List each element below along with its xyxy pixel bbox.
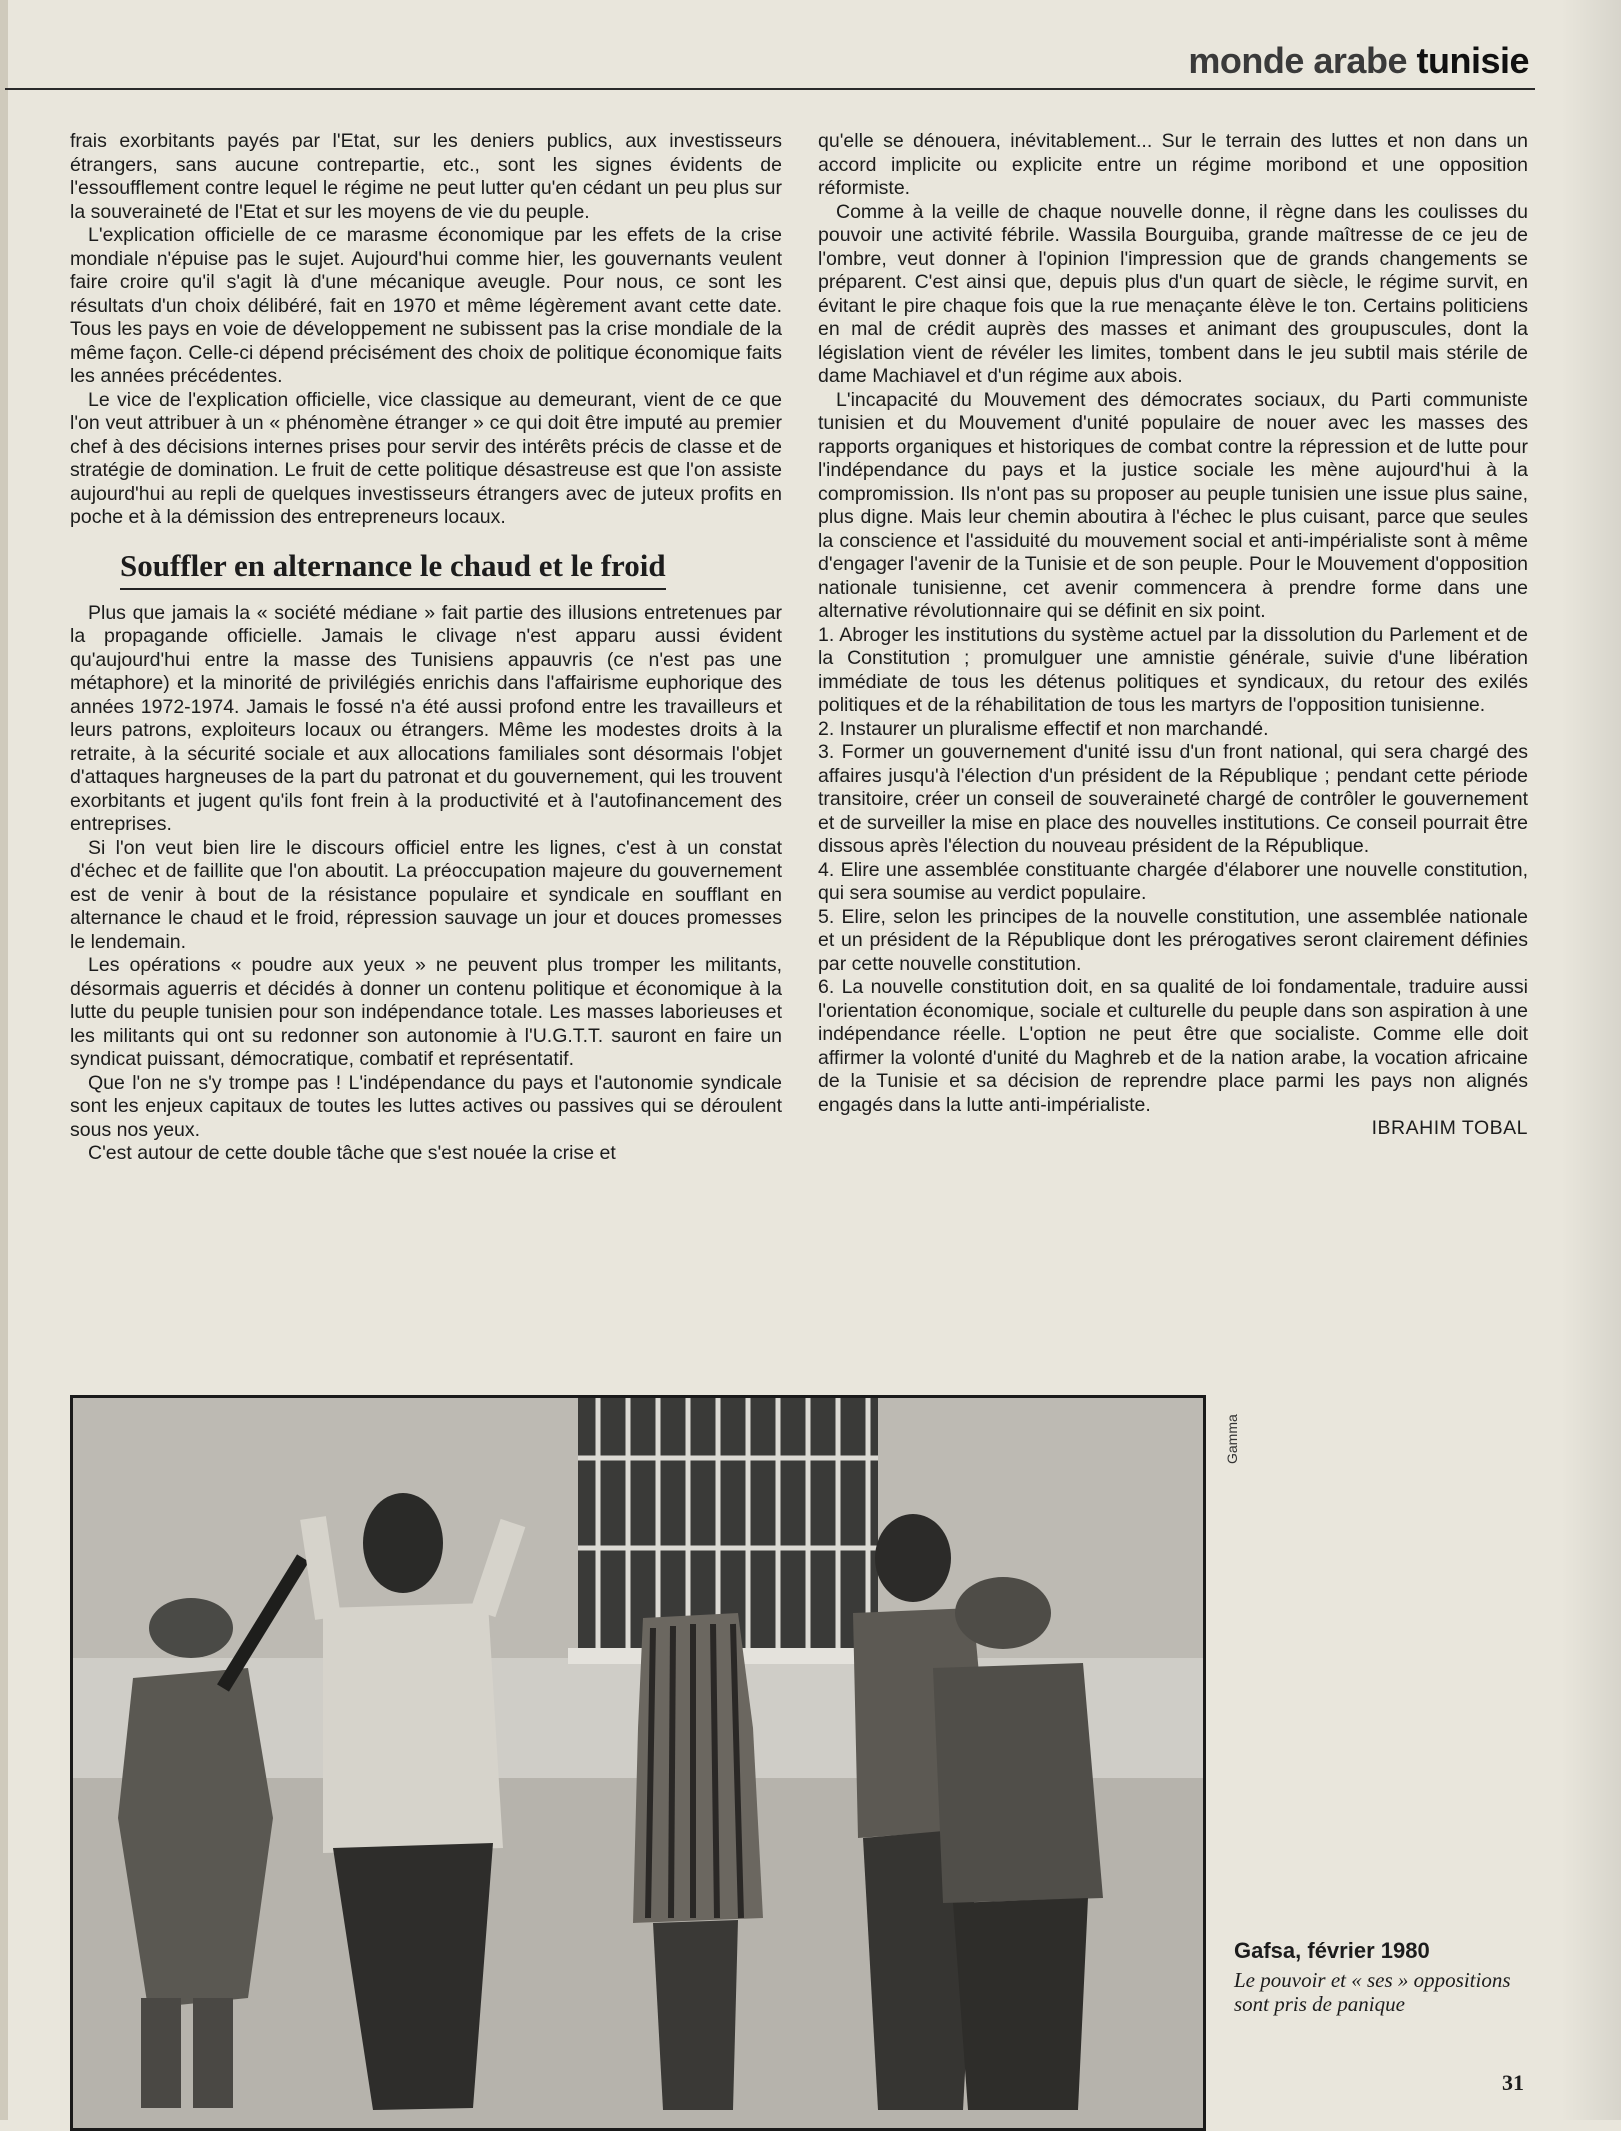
paragraph: Le vice de l'explication officielle, vice classique au demeurant, vient de ce que l'on veut attribuer à un « phénomène étranger » ce qui doit être imputé au premier chef à des décisions internes prises pour servir des intérêts précis de classe et de stratégie de domination. Le fruit de cette politique désastreuse est que l'on assiste aujourd'hui au repli de quelques investisseurs étrangers avec de juteux profits en poche et à la démission des entrepreneurs locaux. — [70, 388, 782, 528]
paragraph: Les opérations « poudre aux yeux » ne peuvent plus tromper les militants, désormais aguerris et décidés à donner un contenu politique et économique à la lutte du peuple tunisien pour son indépendance totale. Les masses laborieuses et les militants qui ont su redonner son autonomie à l'U.G.T.T. sauront en faire un syndicat puissant, démocratique, combatif et représentatif. — [70, 954, 782, 1070]
paragraph: qu'elle se dénouera, inévitablement... Sur le terrain des luttes et non dans un accord implicite ou explicite entre un régime moribond et une opposition réformiste. — [818, 130, 1528, 199]
program-point: 4. Elire une assemblée constituante chargée d'élaborer une nouvelle constitution, qui sera soumise au verdict populaire. — [818, 858, 1528, 904]
paragraph: frais exorbitants payés par l'Etat, sur les deniers publics, aux investisseurs étrangers, sans aucune contrepartie, etc., sont les signes évidents de l'essoufflement contre lequel le régime ne peut lutter qu'en cédant un peu plus sur la souveraineté de l'Etat et sur les moyens de vie du peuple. — [70, 130, 782, 223]
news-photograph — [70, 1395, 1206, 2131]
program-point: 3. Former un gouvernement d'unité issu d'un front national, qui sera chargé des affaires jusqu'à l'élection d'un président de la République ; pendant cette période transitoire, créer un conseil de souveraineté chargé de contrôler le gouvernement et de surveiller la mise en place des nouvelles institutions. Ce conseil pourrait être dissous après l'élection du nouveau président de la République. — [818, 741, 1528, 857]
section-label — [1188, 40, 1529, 82]
program-point: 1. Abroger les institutions du système actuel par la dissolution du Parlement et de la Constitution ; promulguer une amnistie générale, suivie d'une libération immédiate de tous les détenus politiques et syndicaux, du retour des exilés politiques et de la réhabilitation de tous les martyrs de l'opposition tunisienne. — [818, 623, 1528, 716]
caption-text: Le pouvoir et « ses » oppositions sont pris de panique — [1234, 1968, 1511, 2016]
right-column — [818, 130, 1528, 1141]
photo-credit: Gamma — [1224, 1414, 1240, 1464]
author-signature: IBRAHIM TOBAL — [1371, 1117, 1528, 1139]
program-point: 2. Instaurer un pluralisme effectif et non marchandé. — [818, 717, 1269, 740]
paragraph: Plus que jamais la « société médiane » fait partie des illusions entretenues par la propagande officielle. Jamais le clivage n'est apparu aussi évident qu'aujourd'hui entre la masse des Tunisiens appauvris (ce n'est pas une métaphore) et la minorité de privilégiés enrichis dans l'affairisme euphorique des années 1972-1974. Jamais le fossé n'a été aussi profond entre les travailleurs et leurs patrons, exploiteurs locaux ou étrangers. Même les modestes droits à la retraite, à la sécurité sociale et aux allocations familiales sont désormais l'objet d'attaques hargneuses de la part du patronat et du gouvernement, qui les trouvent exorbitants et jugent qu'ils font frein à la productivité et à l'autofinancement des entreprises. — [70, 601, 782, 835]
program-point: 5. Elire, selon les principes de la nouvelle constitution, une assemblée nationale et un président de la République dont les prérogatives seront clairement définies par cette nouvelle constitution. — [818, 905, 1528, 975]
section-secondary: tunisie — [1416, 40, 1529, 81]
page-number: 31 — [1502, 2070, 1524, 2095]
header-rule — [5, 88, 1535, 90]
subheading: Souffler en alternance le chaud et le froid — [120, 548, 666, 590]
paragraph: Si l'on veut bien lire le discours officiel entre les lignes, c'est à un constat d'échec et de faillite que l'on aboutit. La préoccupation majeure du gouvernement est de venir à bout de la résistance populaire et syndicale en soufflant en alternance le chaud et le froid, répression sauvage un jour et douces promesses le lendemain. — [70, 836, 782, 953]
program-point: 6. La nouvelle constitution doit, en sa qualité de loi fondamentale, traduire aussi l'orientation économique, sociale et culturelle du peuple dans son aspiration à une indépendance réelle. L'option ne peut être que socialiste. Comme elle doit affirmer la volonté d'unité du Maghreb et de la nation arabe, la vocation africaine de la Tunisie et sa décision de reprendre place parmi les pays non alignés engagés dans la lutte anti-impérialiste. — [818, 976, 1528, 1116]
left-column — [70, 130, 782, 1166]
paragraph: L'incapacité du Mouvement des démocrates sociaux, du Parti communiste tunisien et du Mouvement d'unité populaire de nouer avec les masses des rapports organiques et historiques de combat contre la répression et de lutte pour l'indépendance du pays et la justice sociale les mène aujourd'hui à la compromission. Ils n'ont pas su proposer au peuple tunisien une issue plus saine, plus digne. Mais leur chemin aboutira à l'échec le plus cuisant, parce que seules la conscience et l'assiduité du mouvement social et anti-impérialiste sont à même d'engager l'avenir de la Tunisie et de son peuple. Pour le Mouvement d'opposition nationale tunisienne, cet avenir commencera à prendre forme dans une alternative révolutionnaire qui se définit en six point. — [818, 388, 1528, 622]
paragraph: L'explication officielle de ce marasme économique par les effets de la crise mondiale n'épuise pas le sujet. Aujourd'hui comme hier, les gouvernants veulent faire croire qu'il s'agit là d'une mécanique aveugle. Pour nous, ce sont les résultats d'un choix délibéré, fait en 1970 et même légèrement avant cette date. Tous les pays en voie de développement ne subissent pas la crise mondiale de la même façon. Celle-ci dépend précisément des choix de politique économique faits les années précédentes. — [70, 224, 782, 387]
page-left-edge — [0, 0, 8, 2120]
paragraph: Comme à la veille de chaque nouvelle donne, il règne dans les coulisses du pouvoir une activité fébrile. Wassila Bourguiba, grande maîtresse de ce jeu de l'ombre, veut donner à l'opinion l'impression que de grands changements se préparent. C'est ainsi que, depuis plus d'un quart de siècle, le régime survit, en évitant le pire chaque fois que la rue menaçante élève le ton. Certains politiciens en mal de crédit auprès des masses et animant des groupuscules, dont la législation vient de révéler les limites, tombent dans le jeu subtil mais stérile de dame Machiavel et d'un régime aux abois. — [818, 200, 1528, 387]
photo-caption — [1234, 1938, 1534, 2016]
page-shadow — [1561, 0, 1621, 2120]
paragraph: Que l'on ne s'y trompe pas ! L'indépendance du pays et l'autonomie syndicale sont les enjeux capitaux de toutes les luttes actives ou passives qui se déroulent sous nos yeux. — [70, 1071, 782, 1141]
photo-illustration — [73, 1398, 1203, 2128]
paragraph: C'est autour de cette double tâche que s'est nouée la crise et — [88, 1142, 616, 1164]
section-primary: monde arabe — [1188, 40, 1407, 81]
caption-title: Gafsa, février 1980 — [1234, 1938, 1430, 1963]
